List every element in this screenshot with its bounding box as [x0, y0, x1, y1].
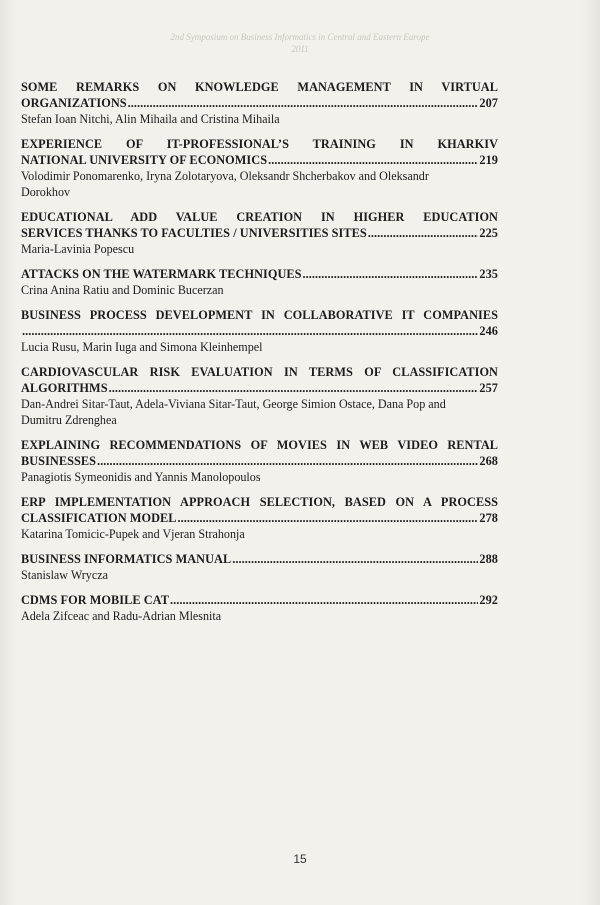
toc-entry-authors: Dorokhov — [21, 185, 71, 199]
toc-entry-title-with-page — [21, 323, 498, 339]
dot-leader — [368, 225, 479, 241]
dot-leader — [22, 323, 478, 339]
dot-leader — [232, 551, 478, 567]
toc-entry-authors: Stefan Ioan Nitchi, Alin Mihaila and Cristina Mihaila — [21, 112, 280, 126]
toc-entry-page-number[interactable]: 246 — [479, 324, 498, 338]
toc-entry-title-end: ALGORITHMS — [21, 381, 108, 395]
toc-entry-authors: Stanislaw Wrycza — [21, 568, 108, 582]
dot-leader — [303, 266, 479, 282]
toc-entry-title-line: EXPLAINING RECOMMENDATIONS OF MOVIES IN WEB VIDEO RENTAL — [21, 438, 498, 452]
toc-entry-page-number[interactable]: 288 — [479, 552, 498, 566]
toc-entry[interactable] — [21, 494, 498, 542]
dot-leader — [178, 510, 479, 526]
dot-leader — [268, 152, 478, 168]
toc-entry-title-end: CLASSIFICATION MODEL — [21, 511, 177, 525]
toc-entry-title-with-page — [21, 266, 498, 282]
toc-entry-title-line: EXPERIENCE OF IT-PROFESSIONAL’S TRAINING IN KHARKIV — [21, 137, 498, 151]
dot-leader — [109, 380, 479, 396]
toc-entry-title-end: SERVICES THANKS TO FACULTIES / UNIVERSITIES SITES — [21, 226, 367, 240]
toc-entry-title-with-page — [21, 510, 498, 526]
toc-entry[interactable] — [21, 136, 498, 200]
toc-entry-authors: Crina Anina Ratiu and Dominic Bucerzan — [21, 283, 224, 297]
toc-entry[interactable] — [21, 79, 498, 127]
toc-entry-title-end: BUSINESS INFORMATICS MANUAL — [21, 552, 232, 566]
toc-entry-title-line: SOME REMARKS ON KNOWLEDGE MANAGEMENT IN VIRTUAL — [21, 80, 498, 94]
toc-entry-title-end: CDMS FOR MOBILE CAT — [21, 593, 169, 607]
toc-entry[interactable] — [21, 551, 498, 583]
toc-entry-page-number[interactable]: 225 — [479, 226, 498, 240]
toc-entry-authors: Lucia Rusu, Marin Iuga and Simona Kleinhempel — [21, 340, 263, 354]
toc-entry-authors: Katarina Tomicic-Pupek and Vjeran Strahonja — [21, 527, 245, 541]
dot-leader — [170, 592, 478, 608]
toc-entry-title-with-page — [21, 551, 498, 567]
toc-entry-title-with-page — [21, 453, 498, 469]
toc-entry-title-line: CARDIOVASCULAR RISK EVALUATION IN TERMS OF CLASSIFICATION — [21, 365, 498, 379]
page-number: 15 — [293, 852, 307, 866]
toc-entry-page-number[interactable]: 268 — [479, 454, 498, 468]
toc-entry-title-with-page — [21, 225, 498, 241]
toc-entry-authors: Dumitru Zdrenghea — [21, 413, 117, 427]
running-header-line-1: 2nd Symposium on Business Informatics in Central and Eastern Europe — [170, 32, 430, 42]
toc-entry-title-line: ERP IMPLEMENTATION APPROACH SELECTION, BASED ON A PROCESS — [21, 495, 498, 509]
toc-entry-authors: Adela Zifceac and Radu-Adrian Mlesnita — [21, 609, 222, 623]
dot-leader — [128, 95, 479, 111]
toc-entry-page-number[interactable]: 235 — [479, 267, 498, 281]
toc-entry[interactable] — [21, 592, 498, 624]
toc-entry-title-with-page — [21, 380, 498, 396]
toc-entry-page-number[interactable]: 219 — [479, 153, 498, 167]
toc-entry-title-end: ATTACKS ON THE WATERMARK TECHNIQUES — [21, 267, 302, 281]
toc-entry-title-with-page — [21, 592, 498, 608]
running-header-line-2: 2011 — [291, 44, 309, 54]
toc-entry-authors: Dan-Andrei Sitar-Taut, Adela-Viviana Sitar-Taut, George Simion Ostace, Dana Pop and — [21, 397, 446, 411]
toc-entry[interactable] — [21, 307, 498, 355]
dot-leader — [97, 453, 478, 469]
table-of-contents — [21, 79, 498, 633]
toc-entry-page-number[interactable]: 292 — [479, 593, 498, 607]
toc-entry[interactable] — [21, 266, 498, 298]
toc-entry[interactable] — [21, 364, 498, 428]
toc-entry-authors: Volodimir Ponomarenko, Iryna Zolotaryova, Oleksandr Shcherbakov and Oleksandr — [21, 169, 429, 183]
toc-entry-title-line: BUSINESS PROCESS DEVELOPMENT IN COLLABORATIVE IT COMPANIES — [21, 308, 498, 322]
toc-entry[interactable] — [21, 437, 498, 485]
toc-entry[interactable] — [21, 209, 498, 257]
toc-entry-page-number[interactable]: 207 — [479, 96, 498, 110]
toc-entry-authors: Panagiotis Symeonidis and Yannis Manolopoulos — [21, 470, 261, 484]
toc-entry-title-end: ORGANIZATIONS — [21, 96, 127, 110]
toc-entry-title-end: BUSINESSES — [21, 454, 97, 468]
toc-entry-title-line: EDUCATIONAL ADD VALUE CREATION IN HIGHER EDUCATION — [21, 210, 498, 224]
toc-entry-page-number[interactable]: 278 — [479, 511, 498, 525]
toc-entry-title-end: NATIONAL UNIVERSITY OF ECONOMICS — [21, 153, 268, 167]
toc-entry-authors: Maria-Lavinia Popescu — [21, 242, 135, 256]
toc-entry-title-with-page — [21, 152, 498, 168]
toc-entry-page-number[interactable]: 257 — [479, 381, 498, 395]
toc-entry-title-with-page — [21, 95, 498, 111]
